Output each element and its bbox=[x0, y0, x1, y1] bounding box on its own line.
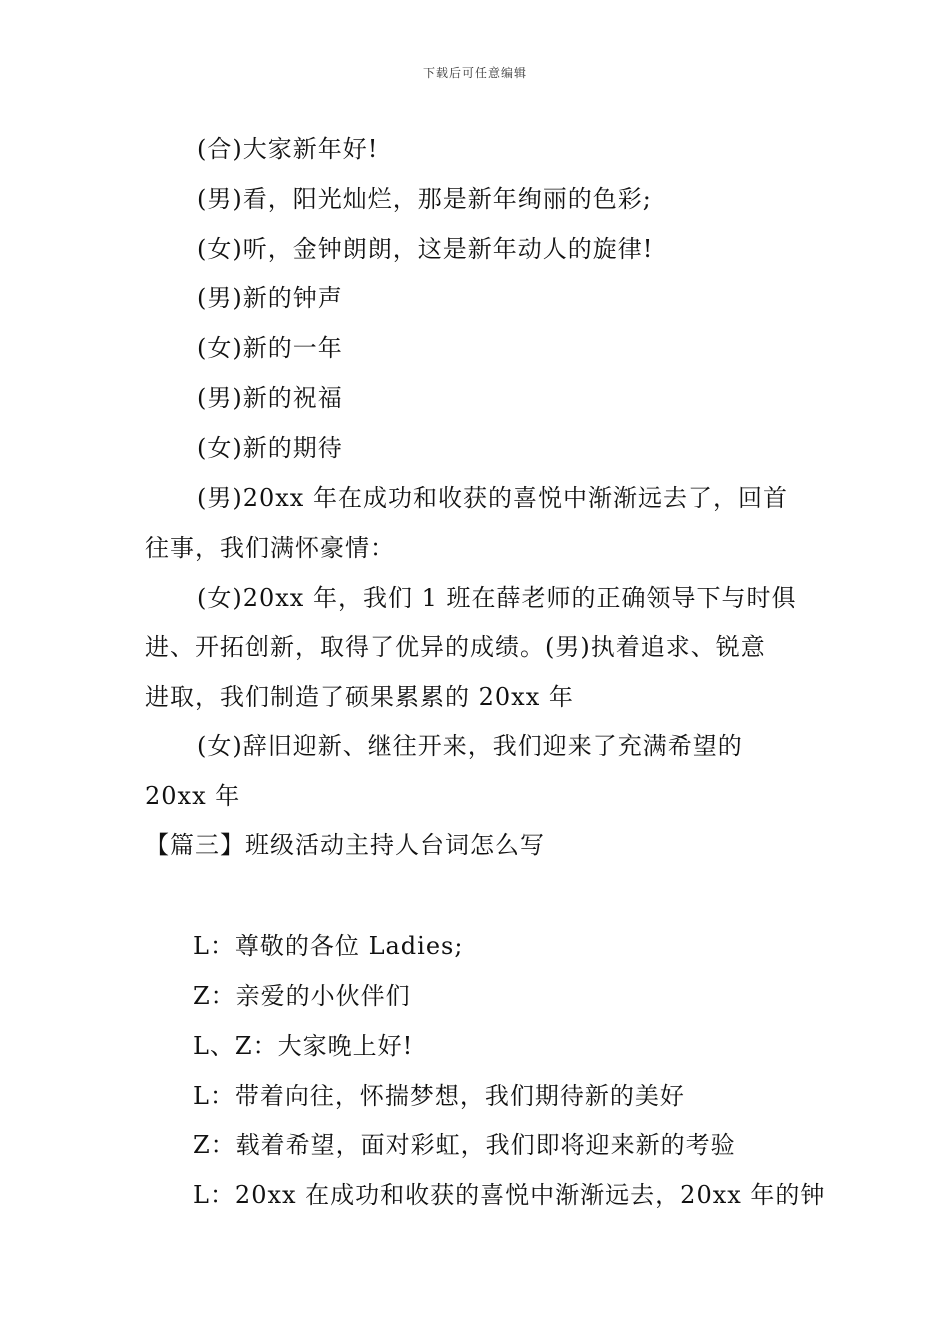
text-line: (合)大家新年好! bbox=[197, 135, 379, 163]
text-line: Z：亲爱的小伙伴们 bbox=[193, 982, 411, 1010]
section-heading: 【篇三】班级活动主持人台词怎么写 bbox=[145, 831, 545, 859]
page-header: 下载后可任意编辑 bbox=[422, 66, 527, 80]
text-line: L：20xx 在成功和收获的喜悦中渐渐远去，20xx 年的钟 bbox=[193, 1181, 826, 1209]
text-line: 进取，我们制造了硕果累累的 20xx 年 bbox=[145, 683, 574, 711]
text-line: (女)20xx 年，我们 1 班在薛老师的正确领导下与时俱 bbox=[197, 584, 797, 612]
text-line: (男)新的祝福 bbox=[197, 384, 343, 412]
text-line: L：尊敬的各位 Ladies; bbox=[193, 932, 464, 960]
text-line: (女)听，金钟朗朗，这是新年动人的旋律! bbox=[197, 235, 654, 263]
text-line: 进、开拓创新，取得了优异的成绩。(男)执着追求、锐意 bbox=[145, 633, 766, 661]
text-line: Z：载着希望，面对彩虹，我们即将迎来新的考验 bbox=[193, 1131, 736, 1159]
text-line: (男)20xx 年在成功和收获的喜悦中渐渐远去了，回首 bbox=[197, 484, 788, 512]
text-line: (男)新的钟声 bbox=[197, 284, 343, 312]
text-line: 20xx 年 bbox=[145, 782, 241, 810]
text-line: (女)新的一年 bbox=[197, 334, 343, 362]
text-line: (女)新的期待 bbox=[197, 434, 343, 462]
text-line: L、Z：大家晚上好! bbox=[193, 1032, 414, 1060]
text-line: (男)看，阳光灿烂，那是新年绚丽的色彩; bbox=[197, 185, 652, 213]
text-line: 往事，我们满怀豪情： bbox=[145, 534, 395, 562]
text-line: L：带着向往，怀揣梦想，我们期待新的美好 bbox=[193, 1082, 685, 1110]
text-line: (女)辞旧迎新、继往开来，我们迎来了充满希望的 bbox=[197, 732, 743, 760]
